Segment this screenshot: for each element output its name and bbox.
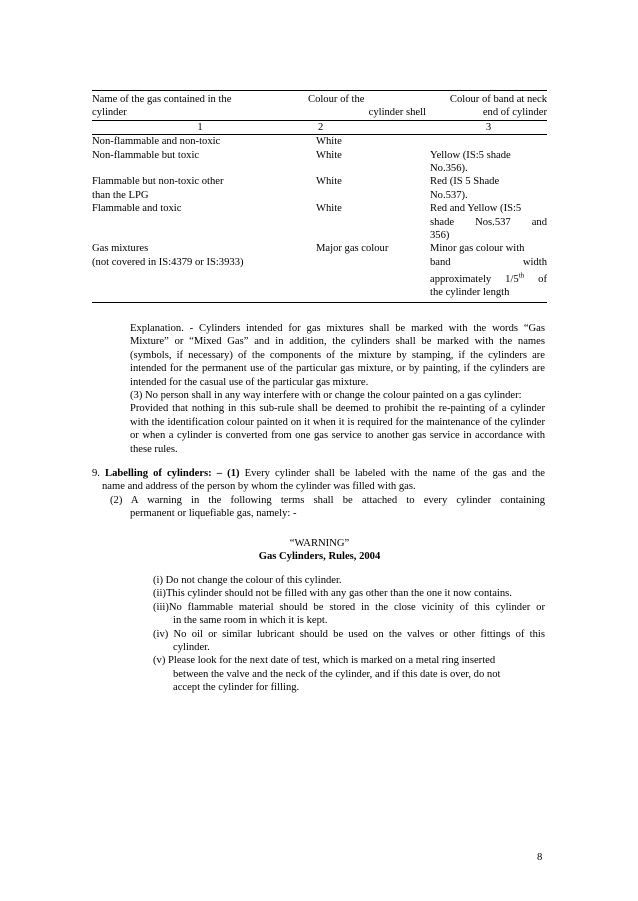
table-header-row bbox=[92, 91, 547, 121]
band-colour-line: No.356). bbox=[430, 163, 468, 175]
header-band-line-2: end of cylinder bbox=[482, 107, 547, 119]
gas-name-line-2: than the LPG bbox=[92, 189, 149, 201]
header-gas-name bbox=[92, 91, 308, 121]
warning-item: (iv) No oil or similar lubricant should be used on the valves or other fittings of this bbox=[153, 628, 545, 640]
band-colour-line: band width bbox=[430, 256, 547, 268]
warning-item-cont: accept the cylinder for filling. bbox=[173, 682, 300, 694]
gas-name: Flammable and toxic bbox=[92, 203, 182, 215]
explanation-paragraph: Explanation. - Cylinders intended for gas mixtures shall be marked with the words “Gas Mixture” or “Mixed Gas” and in addition, the cylinders shall be marked with the names (symbols, if necessary) of the components of the mixture by stamping, if the cylinders are intended for the permanent use of the particular gas mixture, or by painting, if the cylinders are intended for the casual use of the particular gas mixture. bbox=[130, 323, 545, 388]
gas-name-line-2: (not covered in IS:4379 or IS:3933) bbox=[92, 256, 244, 268]
warning-item: (iii)No flammable material should be stored in the close vicinity of this cylinder or bbox=[153, 601, 545, 613]
band-colour-line: shade Nos.537 and bbox=[430, 216, 547, 228]
section-heading: Labelling of cylinders: – (1) bbox=[105, 468, 240, 479]
shell-colour: White bbox=[316, 176, 342, 188]
warning-title: “WARNING” bbox=[289, 538, 350, 549]
labelling-section bbox=[92, 467, 545, 521]
column-number-1: 1 bbox=[92, 120, 308, 134]
shell-colour: White bbox=[316, 149, 342, 161]
warning-item-cont: between the valve and the neck of the cylinder, and if this date is over, do not bbox=[173, 668, 501, 680]
band-colour-line: Red and Yellow (IS:5 bbox=[430, 203, 522, 215]
table-row bbox=[92, 149, 547, 176]
sub-rule-3-paragraph: (3) No person shall in any way interfere with or change the colour painted on a gas cylinder: bbox=[130, 390, 522, 402]
header-gas-line-1: Name of the gas contained in the bbox=[92, 94, 232, 105]
gas-name: Gas mixtures bbox=[92, 243, 149, 255]
band-colour-line: Minor gas colour with bbox=[430, 243, 525, 255]
page-number: 8 bbox=[537, 852, 543, 863]
labelling-line-1 bbox=[92, 467, 545, 480]
header-gas-line-2: cylinder bbox=[92, 107, 127, 119]
labelling-text-cont: name and address of the person by whom the cylinder was filled with gas. bbox=[102, 481, 416, 493]
warning-subtitle: Gas Cylinders, Rules, 2004 bbox=[258, 551, 381, 562]
header-band-colour bbox=[430, 91, 547, 121]
shell-colour: White bbox=[316, 203, 342, 215]
table-number-row bbox=[92, 120, 547, 134]
explanation-block bbox=[130, 322, 545, 456]
band-colour-line: 356) bbox=[430, 230, 450, 242]
shell-colour: Major gas colour bbox=[316, 243, 389, 255]
table-row bbox=[92, 202, 547, 242]
superscript-th: th bbox=[518, 271, 525, 280]
band-colour-line-fraction: approximately 1/5th of bbox=[430, 271, 547, 285]
header-shell-colour bbox=[308, 91, 430, 121]
band-colour-line: Yellow (IS:5 shade bbox=[430, 149, 511, 161]
header-shell-line-2: cylinder shell bbox=[368, 107, 426, 119]
warning-item: (v) Please look for the next date of test, which is marked on a metal ring inserted bbox=[153, 655, 496, 667]
shell-colour: White bbox=[316, 136, 342, 148]
warning-item-cont: in the same room in which it is kept. bbox=[173, 615, 328, 627]
band-colour-line: Red (IS 5 Shade bbox=[430, 176, 500, 188]
gas-name: Non-flammable but toxic bbox=[92, 149, 200, 161]
band-colour-line: No.537). bbox=[430, 189, 468, 201]
table-row bbox=[92, 135, 547, 149]
band-colour-line: the cylinder length bbox=[430, 287, 510, 299]
sub-rule-2-text: (2) A warning in the following terms shall be attached to every cylinder containing bbox=[110, 494, 545, 506]
column-number-2: 2 bbox=[308, 120, 430, 134]
labelling-text: Every cylinder shall be labeled with the name of the gas and the bbox=[244, 468, 545, 479]
table-row bbox=[92, 242, 547, 302]
warning-list bbox=[153, 574, 545, 695]
gas-name: Non-flammable and non-toxic bbox=[92, 136, 221, 148]
warning-item: (i) Do not change the colour of this cylinder. bbox=[153, 575, 342, 586]
gas-name: Flammable but non-toxic other bbox=[92, 176, 224, 188]
proviso-paragraph: Provided that nothing in this sub-rule shall be deemed to prohibit the re-painting of a cylinder with the identification colour painted on it when it is required for the maintenance of the cylinder or when a cylinder is converted from one gas service to another gas service in accordance with these rules. bbox=[130, 403, 545, 455]
column-number-3: 3 bbox=[430, 120, 547, 134]
header-shell-line-1: Colour of the bbox=[308, 94, 365, 105]
table-row bbox=[92, 175, 547, 202]
gas-colour-table bbox=[92, 90, 547, 303]
header-band-line-1: Colour of band at neck bbox=[449, 94, 547, 105]
section-number: 9. bbox=[92, 468, 100, 479]
warning-item-cont: cylinder. bbox=[173, 642, 210, 654]
sub-rule-2-text-cont: permanent or liquefiable gas, namely: - bbox=[130, 508, 297, 520]
warning-item: (ii)This cylinder should not be filled with any gas other than the one it now contains. bbox=[153, 588, 512, 600]
